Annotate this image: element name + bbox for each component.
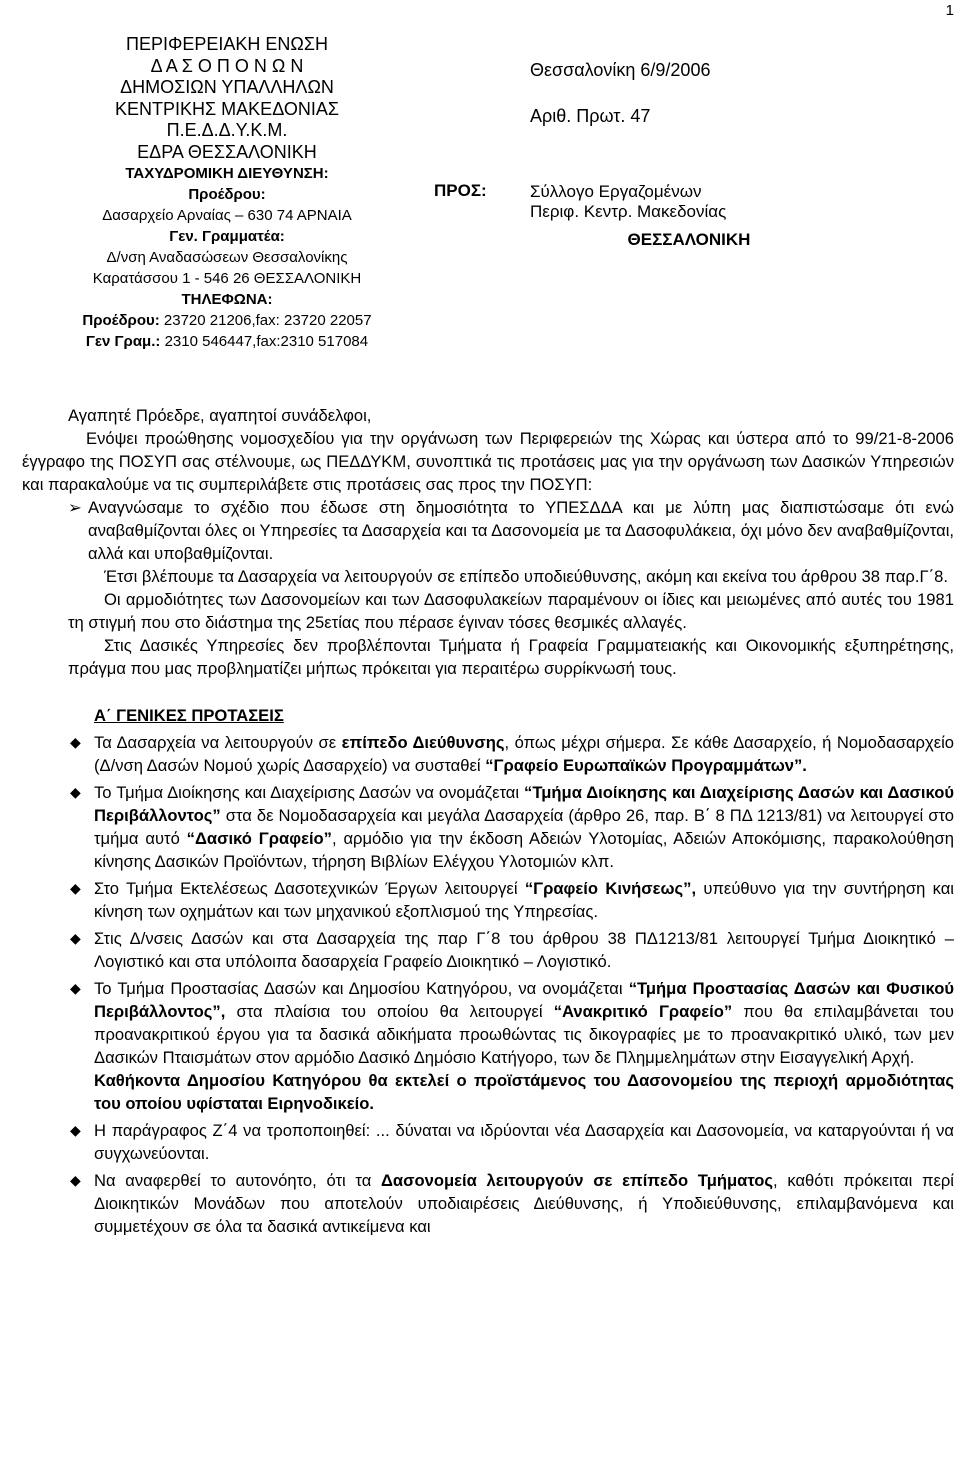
protocol-number: Αριθ. Πρωτ. 47	[530, 106, 651, 126]
to-label: ΠΡΟΣ:	[434, 181, 487, 200]
sender-line: Καρατάσσου 1 - 546 26 ΘΕΣΣΑΛΟΝΙΚΗ	[92, 270, 362, 287]
recipient-line: Περιφ. Κεντρ. Μακεδονίας	[530, 202, 727, 221]
sender-line: Γεν Γραμ.: 2310 546447,fax:2310 517084	[85, 333, 369, 350]
diamond-bullet-icon: ◆	[70, 784, 81, 800]
proposal-item: ◆ Να αναφερθεί το αυτονόητο, ότι τα Δασονομεία λειτουργούν σε επίπεδο Τμήματος, καθότι πρόκειται περί Διοικητικών Μονάδων που αποτελούν υποδιαιρέσεις Διεύθυνσης, ή Υποδιεύθυνσης, επιλαμβανόμενα και συμμετέχουν σε όλα τα δασικά αντικείμενα και	[70, 1171, 954, 1236]
diamond-bullet-icon: ◆	[70, 734, 81, 750]
sender-line: Δασαρχείο Αρναίας – 630 74 ΑΡΝΑΙΑ	[102, 207, 352, 224]
place-date: Θεσσαλονίκη 6/9/2006	[530, 60, 711, 80]
diamond-bullet-icon: ◆	[70, 880, 81, 896]
page-number: 1	[945, 2, 954, 19]
proposal-continuation: Καθήκοντα Δημοσίου Κατηγόρου θα εκτελεί ο προϊστάμενος του Δασονομείου της περιοχή αρμοδιότητας του οποίου υφίσταται Ειρηνοδικείο.	[94, 1071, 954, 1113]
paragraph: Οι αρμοδιότητες των Δασονομείων και των Δασοφυλακείων παραμένουν οι ίδιες και μειωμένες από αυτές του 1981 τη στιγμή που στο διάστημα της 25ετίας που πέρασε έγιναν τόσες θεσμικές αλλαγές.	[68, 590, 954, 632]
sender-line: Γεν. Γραμματέα:	[169, 228, 285, 245]
paragraph: Στις Δασικές Υπηρεσίες δεν προβλέπονται Τμήματα ή Γραφεία Γραμματειακής και Οικονομικής εξυπηρέτησης, πράγμα που μας προβληματίζει μήπως πρόκειται για περαιτέρω συρρίκνωσή τους.	[68, 636, 954, 678]
sender-line: ΤΗΛΕΦΩΝΑ:	[181, 291, 273, 308]
sender-line: Προέδρου:	[188, 186, 266, 203]
sender-line: ΤΑΧΥΔΡΟΜΙΚΗ ΔΙΕΥΘΥΝΣΗ:	[125, 165, 329, 182]
diamond-bullet-icon: ◆	[70, 1122, 81, 1138]
sender-line: Προέδρου: 23720 21206,fax: 23720 22057	[82, 312, 372, 329]
proposal-item: ◆ Τα Δασαρχεία να λειτουργούν σε επίπεδο Διεύθυνσης, όπως μέχρι σήμερα. Σε κάθε Δασαρχείο, ή Νομοδασαρχείο (Δ/νση Δασών Νομού χωρίς Δασαρχείο) να συσταθεί “Γραφείο Ευρωπαϊκών Προγραμμάτων”.	[70, 733, 955, 775]
sender-line: Δ Α Σ Ο Π Ο Ν Ω Ν	[150, 55, 304, 76]
greeting: Αγαπητέ Πρόεδρε, αγαπητοί συνάδελφοι,	[68, 406, 372, 425]
recipient-block	[530, 182, 848, 250]
sender-line: ΠΕΡΙΦΕΡΕΙΑΚΗ ΕΝΩΣΗ	[126, 34, 328, 54]
intro-paragraph: Ενόψει προώθησης νομοσχεδίου για την οργάνωση των Περιφερειών της Χώρας και ύστερα από το 99/21-8-2006 έγγραφο της ΠΟΣΥΠ σας στέλνουμε, ως ΠΕΔΔΥΚΜ, συνοπτικά τις προτάσεις μας για την οργάνωση των Δασικών Υπηρεσιών και παρακαλούμε να τις συμπεριλάβετε στις προτάσεις σας προς την ΠΟΣΥΠ:	[22, 429, 954, 494]
arrowhead-bullet-icon: ➢	[68, 498, 82, 517]
sender-line: ΕΔΡΑ ΘΕΣΣΑΛΟΝΙΚΗ	[137, 141, 317, 162]
sender-line: Δ/νση Αναδασώσεων Θεσσαλονίκης	[106, 249, 348, 266]
sender-line: Π.Ε.Δ.Δ.Υ.Κ.Μ.	[166, 120, 288, 140]
section-title: Α΄ ΓΕΝΙΚΕΣ ΠΡΟΤΑΣΕΙΣ	[94, 706, 284, 725]
proposal-item: ◆ Το Τμήμα Προστασίας Δασών και Δημοσίου Κατηγόρου, να ονομάζεται “Τμήμα Προστασίας Δασών και Φυσικού Περιβάλλοντος”, στα πλαίσια του οποίου θα λειτουργεί “Ανακριτικό Γραφείο” που θα επιλαμβάνεται του προανακριτικού έργου για τα δασικά αδικήματα προωθώντας τις δικογραφίες με το προανακριτικό υλικό, των μεν Δασικών Πταισμάτων στον αρμόδιο Δασικό Δημόσιο Κατήγορο, των δε Πλημμελημάτων στην Εισαγγελική Αρχή.	[70, 979, 954, 1067]
diamond-bullet-icon: ◆	[70, 1172, 81, 1188]
proposal-item: ◆ Η παράγραφος Ζ΄4 να τροποποιηθεί: ... δύναται να ιδρύονται νέα Δασαρχεία και Δασονομεία, να καταργούνται ή να συγχωνεύονται.	[70, 1121, 954, 1163]
arrow-list-item: ➢ Αναγνώσαμε το σχέδιο που έδωσε στη δημοσιότητα το ΥΠΕΣΔΔΑ και με λύπη μας διαπιστώσαμε ότι ενώ αναβαθμίζονται όλες οι Υπηρεσίες τα Δασαρχεία και τα Δασονομεία με τα Δασοφυλάκεια, όχι μόνο δεν αναβαθμίζονται, αλλά και υποβαθμίζονται.	[68, 498, 954, 563]
recipient-city: ΘΕΣΣΑΛΟΝΙΚΗ	[627, 230, 751, 249]
sender-line: ΚΕΝΤΡΙΚΗΣ ΜΑΚΕΔΟΝΙΑΣ	[115, 98, 339, 119]
recipient-line: Σύλλογο Εργαζομένων	[530, 182, 702, 201]
paragraph: Έτσι βλέπουμε τα Δασαρχεία να λειτουργούν σε επίπεδο υποδιεύθυνσης, ακόμη και εκείνα του άρθρου 38 παρ.Γ΄8.	[104, 567, 948, 586]
proposal-item: ◆ Το Τμήμα Διοίκησης και Διαχείρισης Δασών να ονομάζεται “Τμήμα Διοίκησης και Διαχείρισης Δασών και Δασικού Περιβάλλοντος” στα δε Νομοδασαρχεία και μεγάλα Δασαρχεία (άρθρο 26, παρ. Β΄ 8 ΠΔ 1213/81) να λειτουργεί στο τμήμα αυτό “Δασικό Γραφείο”, αρμόδιο για την έκδοση Αδειών Υλοτομίας, Αδειών Αποκόμισης, παρακολούθηση κίνησης Δασικών Προϊόντων, τήρηση Βιβλίων Ελέγχου Υλοτομιών κλπ.	[70, 783, 955, 871]
sender-line: ΔΗΜΟΣΙΩΝ ΥΠΑΛΛΗΛΩΝ	[120, 77, 334, 97]
diamond-bullet-icon: ◆	[70, 930, 81, 946]
proposal-item: ◆ Στις Δ/νσεις Δασών και στα Δασαρχεία της παρ Γ΄8 του άρθρου 38 ΠΔ1213/81 λειτουργεί Τμήμα Διοικητικό – Λογιστικό και στα υπόλοιπα δασαρχεία Γραφείο Διοικητικό – Λογιστικό.	[70, 929, 954, 971]
letter-body	[22, 404, 954, 1238]
proposal-item: ◆ Στο Τμήμα Εκτελέσεως Δασοτεχνικών Έργων λειτουργεί “Γραφείο Κινήσεως”, υπεύθυνο για την συντήρηση και κίνηση των οχημάτων και των μηχανικού εξοπλισμού της Υπηρεσίας.	[70, 879, 954, 921]
diamond-bullet-icon: ◆	[70, 980, 81, 996]
sender-block	[44, 34, 410, 352]
